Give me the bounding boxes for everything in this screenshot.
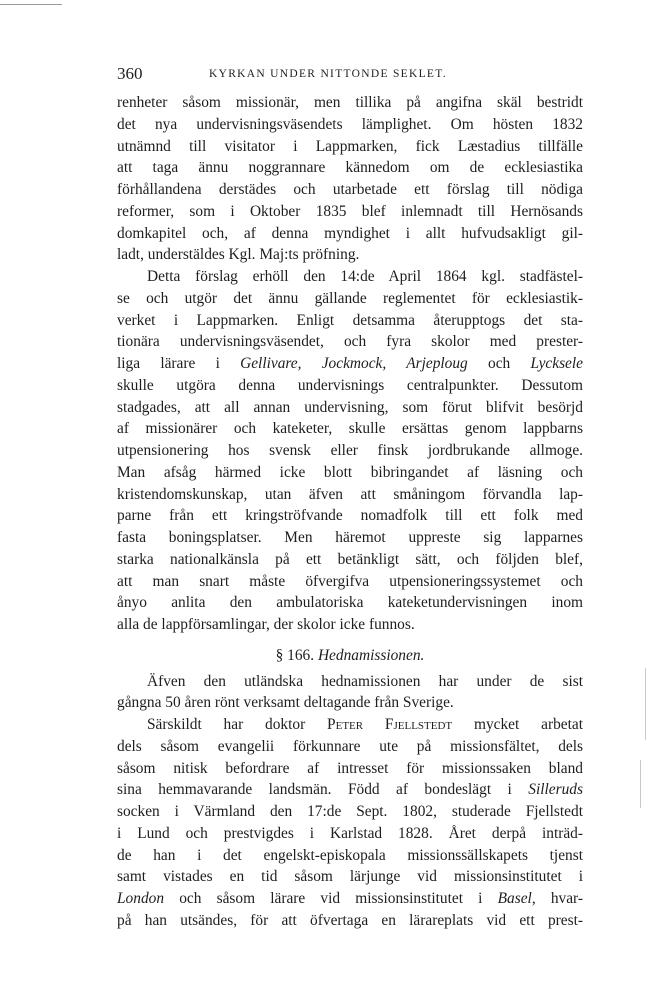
text-run: att taga ännu noggrannare kännedom om de ecklesiastika bbox=[117, 159, 583, 177]
text-line bbox=[117, 801, 583, 823]
text-line bbox=[117, 758, 583, 780]
text-run: dels såsom evangelii förkunnare ute på missionsfältet, dels bbox=[117, 737, 583, 755]
text-run: gångna 50 åren rönt verksamt deltagande från Sverige. bbox=[117, 694, 454, 712]
text-line bbox=[117, 527, 583, 549]
text-run: skulle utgöra denna undervisnings centralpunkter. Dessutom bbox=[117, 376, 583, 394]
text-line bbox=[117, 592, 583, 614]
text-line bbox=[117, 692, 583, 714]
text-line bbox=[117, 671, 583, 693]
text-line bbox=[117, 866, 583, 888]
text-line bbox=[117, 440, 583, 462]
text-line bbox=[117, 484, 583, 506]
text-line bbox=[117, 397, 583, 419]
text-run: renheter såsom missionär, men tillika på angifna skäl bestridt bbox=[117, 94, 583, 111]
margin-scan-mark bbox=[640, 760, 641, 808]
text-line bbox=[117, 736, 583, 758]
text-run: Man afsåg härmed icke blott bibringandet af läsning och bbox=[117, 463, 583, 481]
text-run: att man snart måste öfvergifva utpensioneringssystemet och bbox=[117, 572, 583, 590]
text-run: på han utsändes, för att öfvertaga en lärareplats vid ett prest- bbox=[117, 911, 583, 929]
text-line bbox=[117, 779, 583, 801]
text-run: de han i det engelskt-episkopala missionssällskapets tjenst bbox=[117, 846, 583, 864]
text-run: såsom nitisk befordrare af intresset för missionssaken bland bbox=[117, 759, 583, 777]
text-run: tionära undervisningsväsendet, och fyra skolor med prester- bbox=[117, 333, 583, 351]
text-run: och bbox=[467, 355, 531, 372]
text-run: Detta förslag erhöll den 14:de April 1864 kgl. stadfästel- bbox=[147, 268, 583, 285]
text-line bbox=[117, 614, 583, 636]
top-edge-rule bbox=[0, 4, 62, 5]
text-run: ånyo anlita den ambulatoriska kateketundervisningen inom bbox=[117, 594, 583, 612]
text-run: starka nationalkänsla på ett betänkligt sätt, och följden blef, bbox=[117, 550, 583, 568]
body-text bbox=[117, 92, 583, 932]
italic-text: Gellivare, Jockmock, Arjeploug bbox=[240, 355, 468, 372]
text-line bbox=[117, 353, 583, 375]
text-line bbox=[117, 571, 583, 593]
text-line bbox=[117, 845, 583, 867]
text-run: alla de lappförsamlingar, der skolor icke funnos. bbox=[117, 616, 415, 633]
text-run: socken i Värmland den 17:de Sept. 1802, studerade Fjellstedt bbox=[117, 803, 583, 820]
text-line bbox=[117, 114, 583, 136]
text-line bbox=[117, 244, 583, 266]
text-line bbox=[117, 223, 583, 245]
text-run: och såsom lärare vid missionsinstitutet i bbox=[164, 890, 498, 907]
text-run: reformer, som i Oktober 1835 blef inlemnadt till Hernösands bbox=[117, 202, 583, 220]
italic-text: London bbox=[117, 890, 165, 907]
margin-scan-mark bbox=[645, 668, 646, 740]
text-line bbox=[117, 505, 583, 527]
text-line bbox=[117, 266, 583, 288]
text-run: Äfven den utländska hednamissionen har under de sist bbox=[147, 672, 583, 690]
text-line bbox=[117, 549, 583, 571]
text-run: af missionärer och kateketer, skulle ersättas genom lappbarns bbox=[117, 420, 583, 438]
text-line bbox=[117, 714, 583, 736]
text-line bbox=[117, 331, 583, 353]
text-line bbox=[117, 157, 583, 179]
page-header bbox=[117, 64, 583, 86]
text-run: samt vistades en tid såsom lärjunge vid missionsinstitutet i bbox=[117, 868, 583, 886]
text-run: verket i Lappmarken. Enligt detsamma återupptogs det sta- bbox=[117, 311, 583, 329]
text-line bbox=[117, 375, 583, 397]
text-run: Särskildt har doktor bbox=[147, 716, 328, 733]
text-run: förhållandena derstädes och utarbetade ett förslag till nödiga bbox=[117, 181, 583, 198]
section-title: Hednamissionen. bbox=[317, 646, 425, 664]
text-line bbox=[117, 418, 583, 440]
section-heading bbox=[117, 636, 583, 671]
italic-text: Basel bbox=[497, 890, 532, 907]
text-run: , hvar- bbox=[531, 890, 583, 907]
text-line bbox=[117, 201, 583, 223]
text-line bbox=[117, 888, 583, 910]
text-line bbox=[117, 910, 583, 932]
text-run: § 166. bbox=[275, 646, 318, 664]
text-run: parne från ett kringströfvande nomadfolk till ett folk med bbox=[117, 507, 583, 525]
text-run: domkapitel och, af denna myndighet i allt hufvudsakligt gil- bbox=[117, 224, 583, 242]
italic-text: Lycksele bbox=[530, 355, 583, 372]
text-line bbox=[117, 462, 583, 484]
text-line bbox=[117, 136, 583, 158]
text-run: liga lärare i bbox=[117, 355, 241, 372]
text-run: i Lund och prestvigdes i Karlstad 1828. Året derpå inträd- bbox=[117, 824, 583, 842]
text-line bbox=[117, 288, 583, 310]
text-run: utnämnd till visitator i Lappmarken, fick Læstadius tillfälle bbox=[117, 137, 583, 155]
text-run: det nya undervisningsväsendets lämplighet. Om hösten 1832 bbox=[117, 115, 583, 133]
text-run: sina hemmavarande landsmän. Född af bondeslägt i bbox=[117, 781, 529, 799]
page-number: 360 bbox=[117, 64, 143, 83]
text-line bbox=[117, 92, 583, 114]
text-line bbox=[117, 823, 583, 845]
text-run: stadgades, att all annan undervisning, som förut blifvit besörjd bbox=[117, 398, 583, 416]
text-run: fasta boningsplatser. Men häremot uppreste sig lapparnes bbox=[117, 529, 583, 546]
text-run: se och utgör det ännu gällande reglementet för ecklesiastik- bbox=[117, 289, 583, 307]
text-run: utpensionering hos svensk eller finsk jordbrukande allmoge. bbox=[117, 442, 583, 459]
text-run: ladt, understäldes Kgl. Maj:ts pröfning. bbox=[117, 246, 360, 264]
small-caps-name: Peter Fjellstedt bbox=[327, 716, 453, 733]
text-run: mycket arbetat bbox=[452, 716, 583, 733]
text-run: kristendomskunskap, utan äfven att småningom förvandla lap- bbox=[117, 485, 583, 503]
running-head: KYRKAN UNDER NITTONDE SEKLET. bbox=[209, 68, 447, 80]
text-line bbox=[117, 179, 583, 201]
italic-text: Silleruds bbox=[528, 781, 583, 799]
text-line bbox=[117, 310, 583, 332]
